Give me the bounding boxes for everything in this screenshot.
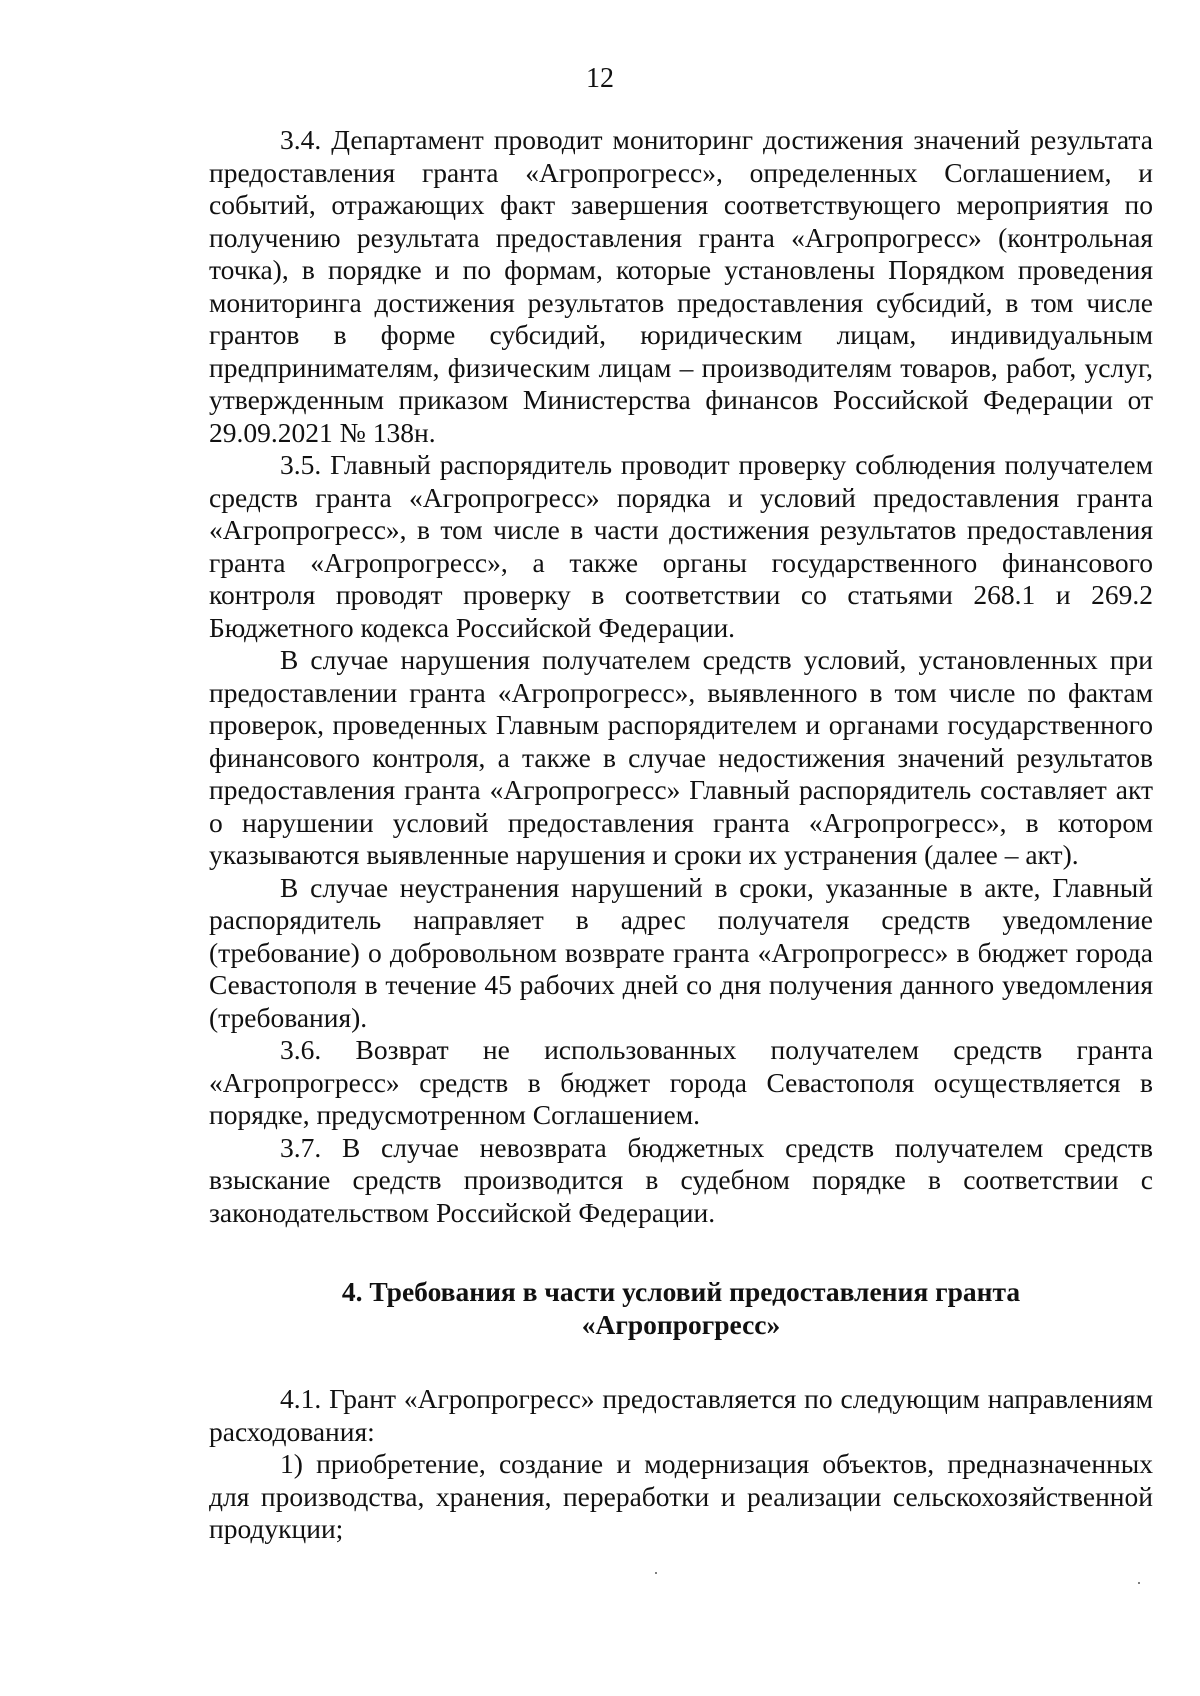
paragraph-violation-act: В случае нарушения получателем средств условий, установленных при предоставлении гранта «Агропрогресс», выявленного в том числе по фактам проверок, проведенных Главным распорядителем и органами государственного финансового контроля, а также в случае недостижения значений результатов предоставления гранта «Агропрогресс» Главный распорядитель составляет акт о нарушении условий предоставления гранта «Агропрогресс», в котором указываются выявленные нарушения и сроки их устранения (далее – акт). [209,644,1153,870]
section-heading-4 [209,1275,1153,1341]
paragraph-3-7: 3.7. В случае невозврата бюджетных средств получателем средств взыскание средств производится в судебном порядке в соответствии с законодательством Российской Федерации. [209,1131,1153,1228]
page-number: 12 [586,63,614,94]
document-body [209,124,1153,1546]
paragraph-3-4: 3.4. Департамент проводит мониторинг достижения значений результата предоставления гранта «Агропрогресс», определенных Соглашением, и событий, отражающих факт завершения соответствующего мероприятия по получению результата предоставления гранта «Агропрогресс» (контрольная точка), в порядке и по формам, которые установлены Порядком проведения мониторинга достижения результатов предоставления субсидий, в том числе грантов в форме субсидий, юридическим лицам, индивидуальным предпринимателям, физическим лицам – производителям товаров, работ, услуг, утвержденным приказом Министерства финансов Российской Федерации от 29.09.2021 № 138н. [209,124,1153,448]
section-heading-line-2: «Агропрогресс» [581,1309,781,1340]
paragraph-3-6: 3.6. Возврат не использованных получателем средств гранта «Агропрогресс» средств в бюджет города Севастополя осуществляется в порядке, предусмотренном Соглашением. [209,1034,1153,1130]
scan-speck [1138,1582,1140,1584]
paragraph-3-5: 3.5. Главный распорядитель проводит проверку соблюдения получателем средств гранта «Агропрогресс» порядка и условий предоставления гранта «Агропрогресс», в том числе в части достижения результатов предоставления гранта «Агропрогресс», а также органы государственного финансового контроля проводят проверку в соответствии со статьями 268.1 и 269.2 Бюджетного кодекса Российской Федерации. [209,449,1153,643]
paragraph-4-1: 4.1. Грант «Агропрогресс» предоставляется по следующим направлениям расходования: [209,1383,1153,1447]
scan-speck [655,1572,657,1574]
list-item-1: 1) приобретение, создание и модернизация объектов, предназначенных для производства, хранения, переработки и реализации сельскохозяйственной продукции; [209,1448,1153,1544]
section-heading-line-1: 4. Требования в части условий предоставления гранта [341,1276,1021,1307]
paragraph-refund-notice: В случае неустранения нарушений в сроки, указанные в акте, Главный распорядитель направляет в адрес получателя средств уведомление (требование) о добровольном возврате гранта «Агропрогресс» в бюджет города Севастополя в течение 45 рабочих дней со дня получения данного уведомления (требования). [209,871,1153,1033]
